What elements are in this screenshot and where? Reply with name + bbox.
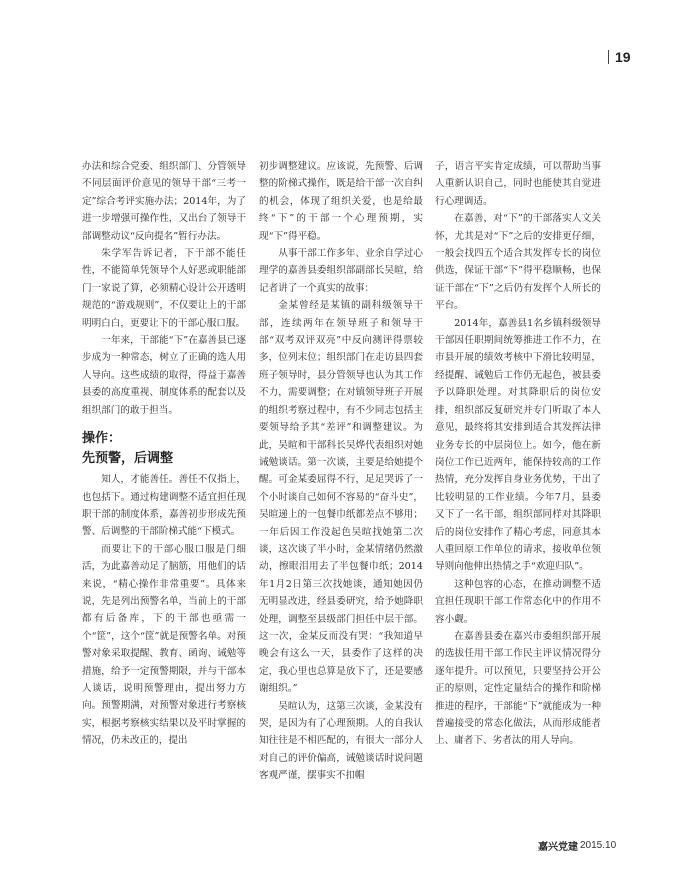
- page-footer: [538, 838, 616, 853]
- paragraph: 而要让下的干部心服口服是门细活，为此嘉善动足了脑筋，用他们的话来说，“精心操作非常重要”。具体来说，先是列出预警名单，当前上的干部都有后备库，下的干部也亟需一个“筐”，这个“筐”就是预警名单。对预警对象采取提醒、教育、函询、诫勉等措施，给予一定预警期限，并与干部本人谈话，说明预警理由，提出努力方向。预警期满，对预警对象进行考察核实，根据考察核实结果以及平时掌握的情况，仍未改正的，提出: [82, 543, 246, 747]
- text-column-1: [82, 158, 246, 750]
- issue-date: 2015.10: [580, 840, 617, 851]
- section-title: 先预警，后调整: [82, 451, 174, 467]
- paragraph: 从事干部工作多年、业余自学过心理学的嘉善县委组织部副部长吴暄，给记者讲了一个真实的故事：: [259, 248, 423, 294]
- paragraph: 初步调整建议。应该说，先预警、后调整的阶梯式操作，既是给干部一次自纠的机会，体现了组织关爱，也是给最终“下”的干部一个心理预期，实现“下”得平稳。: [259, 161, 423, 242]
- paragraph: 朱学军告诉记者，下干部不能任性，不能简单凭领导个人好恶或职能部门一家说了算，必须精心设计公开透明规范的“游戏规则”，不仅要让上的干部明明白白，更要让下的干部心服口服。: [82, 248, 246, 329]
- magazine-logo: 嘉兴党建: [538, 842, 578, 853]
- paragraph: 这种包容的心态，在推动调整不适宜担任现职干部工作常态化中的作用不容小觑。: [435, 578, 601, 625]
- paragraph: 一年来，干部能“下”在嘉善县已逐步成为一种常态，树立了正确的选人用人导向。这些成绩的取得，得益于嘉善县委的高度重视、制度体系的配套以及组织部门的敢于担当。: [82, 335, 246, 416]
- paragraph: 办法和综合党委、组织部门、分管领导不同层面评价意见的领导干部“三考一定”综合考评实施办法；2014年，为了进一步增强可操作性，又出台了领导干部调整动议“反向提名”暂行办法。: [82, 161, 246, 242]
- text-column-3: [435, 158, 601, 750]
- paragraph: 在嘉善，对“下”的干部落实人文关怀，尤其是对“下”之后的安排更仔细，一般会找四五个适合其发挥专长的岗位供选，保证干部“下”得平稳顺畅，也保证干部在“下”之后仍有发挥个人所长的平台。: [435, 213, 601, 312]
- paragraph: 吴暄认为，这第三次谈，金某没有哭，是因为有了心理预期。人的自我认知往往是不相匹配的，有很大一部分人对自己的评价偏高，诫勉谈话时说问题客观严谨，摆事实不扣帽: [259, 700, 423, 782]
- paragraph: 2014年，嘉善县1名乡镇科级领导干部因任职期间统筹推进工作不力，在市县开展的绩效考核中下滑比较明显，经提醒、诫勉后工作仍无起色，被县委予以降职处理。对其降职后的岗位安排，组织部反复研究并专门听取了本人意见，最终将其安排到适合其发挥法律业务专长的中层岗位上。如今，他在新岗位工作已近两年，能保持较高的工作热情，充分发挥自身业务优势，干出了比较明显的工作业绩。今年7月，县委又下了一名干部，组织部同样对其降职后的岗位安排作了精心考虑，同意其本人重回原工作单位的请求，接收单位领导则向他伸出热情之手“欢迎归队”。: [435, 317, 601, 573]
- page-number: 19: [608, 50, 631, 64]
- paragraph: 在嘉善县委在嘉兴市委组织部开展的选拔任用干部工作民主评议情况得分逐年提升。可以预见，只要坚持公开公正的原则，定性定量结合的操作和阶梯推进的程序，干部能“下”就能成为一种普遍接受的常态化做法，从而形成能者上、庸者下、劣者汰的用人导向。: [435, 630, 601, 747]
- paragraph: 金某曾经是某镇的副科级领导干部，连续两年在领导班子和领导干部“双考双评双亮”中反向测评得票较多，位列末位；组织部门在走访县四套班子领导时，县分管领导也认为其工作不力，需要调整；在对镇领导班子开展的组织考察过程中，有不少同志包括主要领导给予其“差评”和调整建议。为此，吴暄和干部科长吴烨代表组织对她诫勉谈话。第一次谈，主要是给她提个醒。可金某委屈得不行，足足哭诉了一个小时谈自己如何不容易的“奋斗史”，吴暄递上的一包餐巾纸都差点不够用；一年后因工作没起色吴暄找她第二次谈，这次谈了半小时，金某情绪仍然激动，擦眼泪用去了半包餐巾纸；2014年1月2日第三次找她谈，通知她因仍无明显改进，经县委研究，给予她降职处理，调整至县级部门担任中层干部。这一次，金某反而没有哭：“我知道早晚会有这么一天，县委作了这样的决定，我心里也总算是放下了，还是要感谢组织。”: [259, 300, 423, 695]
- paragraph: 知人，才能善任。善任不仅指上，也包括下。通过构建调整不适宜担任现职干部的制度体系，嘉善初步形成先预警、后调整的干部阶梯式能“下模式。: [82, 474, 246, 538]
- paragraph: 子，语言平实肯定成绩，可以帮助当事人重新认识自己，同时也能使其自觉进行心理调适。: [435, 161, 601, 207]
- text-column-2: [259, 158, 423, 785]
- section-label: 操作：: [82, 431, 122, 447]
